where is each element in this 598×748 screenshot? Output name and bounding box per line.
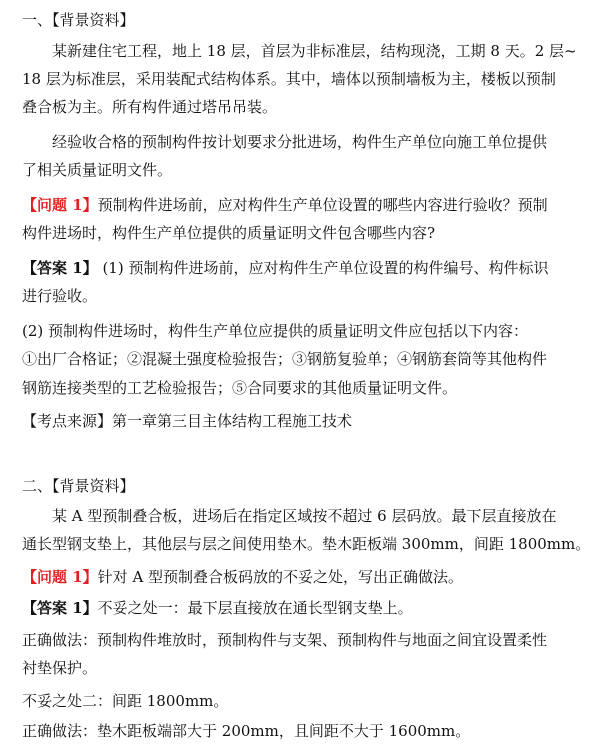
answer-label: 【答案 1】 [22, 259, 98, 277]
section1-answer-line-1 [22, 258, 590, 278]
question-text: 预制构件进场前，应对构件生产单位设置的哪些内容进行验收？预制 [97, 196, 548, 214]
section2-line-1: 正确做法：预制构件堆放时，预制构件与支架、预制构件与地面之间宜设置柔性 [22, 631, 548, 649]
question-label: 【问题 1】 [22, 196, 98, 214]
section1-answer-line-2: 进行验收。 [22, 287, 98, 305]
section1-bg-line-2: 18 层为标准层，采用装配式结构体系。其中，墙体以预制墙板为主，楼板以预制 [22, 70, 556, 88]
section2-bg-line-1: 某 A 型预制叠合板，进场后在指定区域按不超过 6 层码放。最下层直接放在 [52, 507, 557, 525]
section1-answer-line-5: 钢筋连接类型的工艺检验报告；⑤合同要求的其他质量证明文件。 [22, 379, 458, 397]
answer-text: 不妥之处一：最下层直接放在通长型钢支垫上。 [97, 599, 413, 617]
answer-label: 【答案 1】 [22, 599, 98, 617]
section1-heading: 一、【背景资料】 [22, 11, 135, 29]
section2-line-2: 衬垫保护。 [22, 659, 98, 677]
section1-bg-line-5: 了相关质量证明文件。 [22, 161, 173, 179]
section2-answer [22, 598, 590, 618]
section2-line-3: 不妥之处二：间距 1800mm。 [22, 692, 229, 710]
section2-bg-line-2: 通长型钢支垫上，其他层与层之间使用垫木。垫木距板端 300mm，间距 1800mm。 [22, 535, 590, 553]
section2-line-4: 正确做法：垫木距板端部大于 200mm，且间距不大于 1600mm。 [22, 722, 471, 740]
section1-source: 【考点来源】第一章第三目主体结构工程施工技术 [22, 412, 353, 430]
section1-question-line-1 [22, 195, 590, 215]
section1-question-line-2: 构件进场时，构件生产单位提供的质量证明文件包含哪些内容? [22, 224, 436, 242]
section1-answer-line-3: (2) 预制构件进场时，构件生产单位应提供的质量证明文件应包括以下内容： [22, 322, 529, 340]
section1-bg-line-3: 叠合板为主。所有构件通过塔吊吊装。 [22, 98, 278, 116]
section1-bg-line-1: 某新建住宅工程，地上 18 层，首层为非标准层，结构现浇，工期 8 天。2 层~ [52, 42, 577, 60]
question-label: 【问题 1】 [22, 568, 98, 586]
section1-bg-line-4: 经验收合格的预制构件按计划要求分批进场，构件生产单位向施工单位提供 [52, 133, 548, 151]
answer-text: (1) 预制构件进场前，应对构件生产单位设置的构件编号、构件标识 [97, 259, 549, 277]
section1-answer-line-4: ①出厂合格证；②混凝土强度检验报告；③钢筋复验单；④钢筋套筒等其他构件 [22, 350, 548, 368]
section2-question [22, 567, 590, 587]
question-text: 针对 A 型预制叠合板码放的不妥之处，写出正确做法。 [97, 568, 464, 586]
section2-heading: 二、【背景资料】 [22, 477, 135, 495]
